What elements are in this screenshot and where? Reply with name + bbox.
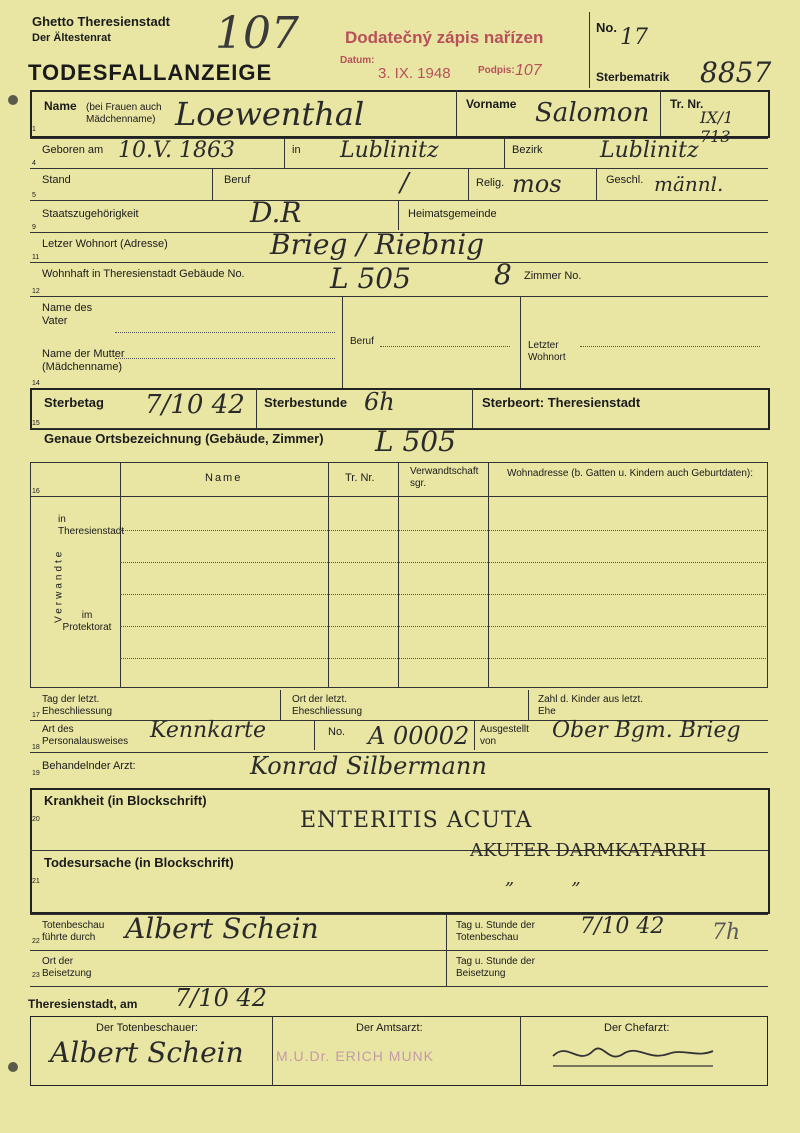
personal-ausgestellt-value: Ober Bgm. Brieg xyxy=(552,718,741,743)
sterbetag-value: 7/10 42 xyxy=(145,390,245,420)
row-num: 12 xyxy=(32,288,40,295)
trnr-label: Tr. Nr. xyxy=(670,97,704,111)
vorname-label: Vorname xyxy=(466,97,517,111)
zimmer-label: Zimmer No. xyxy=(524,270,582,282)
tb-ort-label: Ort der Beisetzung xyxy=(42,956,92,979)
stamp-datum-value: 3. IX. 1948 xyxy=(378,65,451,82)
zimmer-value: 8 xyxy=(494,258,512,291)
row-num: 1 xyxy=(32,126,36,133)
punch-hole xyxy=(8,1062,18,1072)
rel-verwandt-header: Verwandtschaftsgr. xyxy=(410,466,479,489)
arzt-label: Behandelnder Arzt: xyxy=(42,760,136,772)
row-num: 14 xyxy=(32,380,40,387)
sterbematrik-label: Sterbematrik xyxy=(596,70,670,84)
beruf-label: Beruf xyxy=(224,174,251,186)
personal-art-value: Kennkarte xyxy=(150,718,267,743)
marriage-ort-label: Ort der letzt. Eheschliessung xyxy=(292,694,363,717)
parents-beruf-label: Beruf xyxy=(350,336,374,347)
trnr-value: IX/1 713 xyxy=(700,108,734,146)
genau-value: L 505 xyxy=(375,425,456,458)
sterbeort-label: Sterbeort: Theresienstadt xyxy=(482,395,641,410)
wohnhaft-value: L 505 xyxy=(330,262,411,295)
bezirk-label: Bezirk xyxy=(512,144,543,156)
row-num: 4 xyxy=(32,160,36,167)
todes-value: AKUTER DARMKATARRH xyxy=(470,840,707,861)
chefarzt-signature xyxy=(548,1036,718,1076)
tb-hour-value: 7h xyxy=(712,920,741,945)
sterbestunde-label: Sterbestunde xyxy=(264,395,348,410)
footer-place-value: 7/10 42 xyxy=(175,984,268,1012)
form-title: TODESFALLANZEIGE xyxy=(28,60,273,85)
sterbematrik-value: 8857 xyxy=(700,56,772,89)
name-value: Loewenthal xyxy=(175,95,365,133)
name-label: Name xyxy=(44,99,77,113)
row-num: 15 xyxy=(32,420,40,427)
in-value: Lublinitz xyxy=(340,138,439,163)
tb-durch-value: Albert Schein xyxy=(125,912,319,945)
todes-label: Todesursache (in Blockschrift) xyxy=(44,855,234,870)
letzter-label: Letzter Wohnort xyxy=(528,340,566,363)
wohnhaft-label: Wohnhaft in Theresienstadt Gebäude No. xyxy=(42,268,245,280)
footer-place-label: Theresienstadt, am xyxy=(28,997,138,1011)
stamp-podpis-value: 107 xyxy=(515,62,542,79)
row-num: 18 xyxy=(32,744,40,751)
bezirk-value: Lublinitz xyxy=(600,138,699,163)
org-line2: Der Ältestenrat xyxy=(32,32,111,44)
rel-wohn-header: Wohnadresse (b. Gatten u. Kindern auch Geburtdaten): xyxy=(506,468,754,479)
arzt-value: Konrad Silbermann xyxy=(250,752,487,780)
stand-value: / xyxy=(400,168,409,198)
rel-name-header: Name xyxy=(205,472,243,484)
name-hint: (bei Frauen auch Mädchenname) xyxy=(86,102,162,125)
vorname-value: Salomon xyxy=(535,98,650,128)
stamp-podpis-label: Podpis: xyxy=(478,65,515,76)
genau-label: Genaue Ortsbezeichnung (Gebäude, Zimmer) xyxy=(44,431,324,446)
vater-label: Name des Vater xyxy=(42,302,93,327)
im-prot-label: im Protektorat xyxy=(62,610,112,633)
mutter-label: Name der Mutter (Mädchenname) xyxy=(42,348,125,373)
tb-durch-label: Totenbeschau führte durch xyxy=(42,920,105,943)
tb-tag-label: Tag u. Stunde der Totenbeschau xyxy=(456,920,535,943)
wohnort-value: Brieg / Riebnig xyxy=(270,228,485,261)
in-label: in xyxy=(292,144,301,156)
sterbetag-label: Sterbetag xyxy=(44,395,104,410)
marriage-tag-label: Tag der letzt. Eheschliessung xyxy=(42,694,113,717)
staats-value: D.R xyxy=(250,196,302,229)
geboren-label: Geboren am xyxy=(42,144,104,156)
row-num: 17 xyxy=(32,712,40,719)
personal-art-label: Art des Personalausweises xyxy=(42,724,129,747)
geschl-value: männl. xyxy=(654,172,724,196)
relig-value: mos xyxy=(512,170,562,198)
footer-sig2-label: Der Amtsarzt: xyxy=(356,1022,423,1034)
stamp-datum-label: Datum: xyxy=(340,55,375,66)
sterbestunde-value: 6h xyxy=(364,388,395,416)
tb-tag-value: 7/10 42 xyxy=(580,914,665,939)
no-value: 17 xyxy=(620,25,648,50)
wohnort-label: Letzer Wohnort (Adresse) xyxy=(42,238,168,250)
tb-beisetzung-label: Tag u. Stunde der Beisetzung xyxy=(456,956,535,979)
org-line1: Ghetto Theresienstadt xyxy=(32,14,170,29)
row-num: 22 xyxy=(32,938,40,945)
geschl-label: Geschl. xyxy=(606,174,644,186)
punch-hole xyxy=(8,95,18,105)
row-num: 16 xyxy=(32,488,40,495)
footer-sig1-label: Der Totenbeschauer: xyxy=(96,1022,198,1034)
krankheit-value: ENTERITIS ACUTA xyxy=(300,808,533,833)
personal-no-value: A 00002 xyxy=(368,722,470,750)
row-num: 23 xyxy=(32,972,40,979)
row-num: 21 xyxy=(32,878,40,885)
stamp-line: Dodatečný zápis nařízen xyxy=(345,28,544,47)
row-num: 9 xyxy=(32,224,36,231)
personal-ausgestellt-label: Ausgestellt von xyxy=(480,724,529,747)
geboren-value: 10.V. 1863 xyxy=(118,138,236,163)
stand-label: Stand xyxy=(42,174,71,186)
row-num: 19 xyxy=(32,770,40,777)
heimat-label: Heimatsgemeinde xyxy=(408,208,497,220)
personal-no-label: No. xyxy=(328,726,346,738)
rel-trnr-header: Tr. Nr. xyxy=(345,472,375,484)
row-num: 11 xyxy=(32,254,40,261)
todes-ditto: „ „ xyxy=(505,868,581,889)
footer-sig2-stamp: M.U.Dr. ERICH MUNK xyxy=(276,1048,434,1064)
rel-side-label: Verwandte xyxy=(53,548,65,623)
relig-label: Relig. xyxy=(476,177,505,189)
in-there-label: in Theresienstadt xyxy=(58,514,125,537)
big-number: 107 xyxy=(215,8,299,59)
row-num: 20 xyxy=(32,816,40,823)
no-label: No. xyxy=(596,20,617,35)
footer-sig1-value: Albert Schein xyxy=(50,1036,244,1069)
staats-label: Staatszugehörigkeit xyxy=(42,208,139,220)
row-num: 5 xyxy=(32,192,36,199)
marriage-kinder-label: Zahl d. Kinder aus letzt. Ehe xyxy=(538,694,644,717)
krankheit-label: Krankheit (in Blockschrift) xyxy=(44,793,207,808)
footer-sig3-label: Der Chefarzt: xyxy=(604,1022,670,1034)
